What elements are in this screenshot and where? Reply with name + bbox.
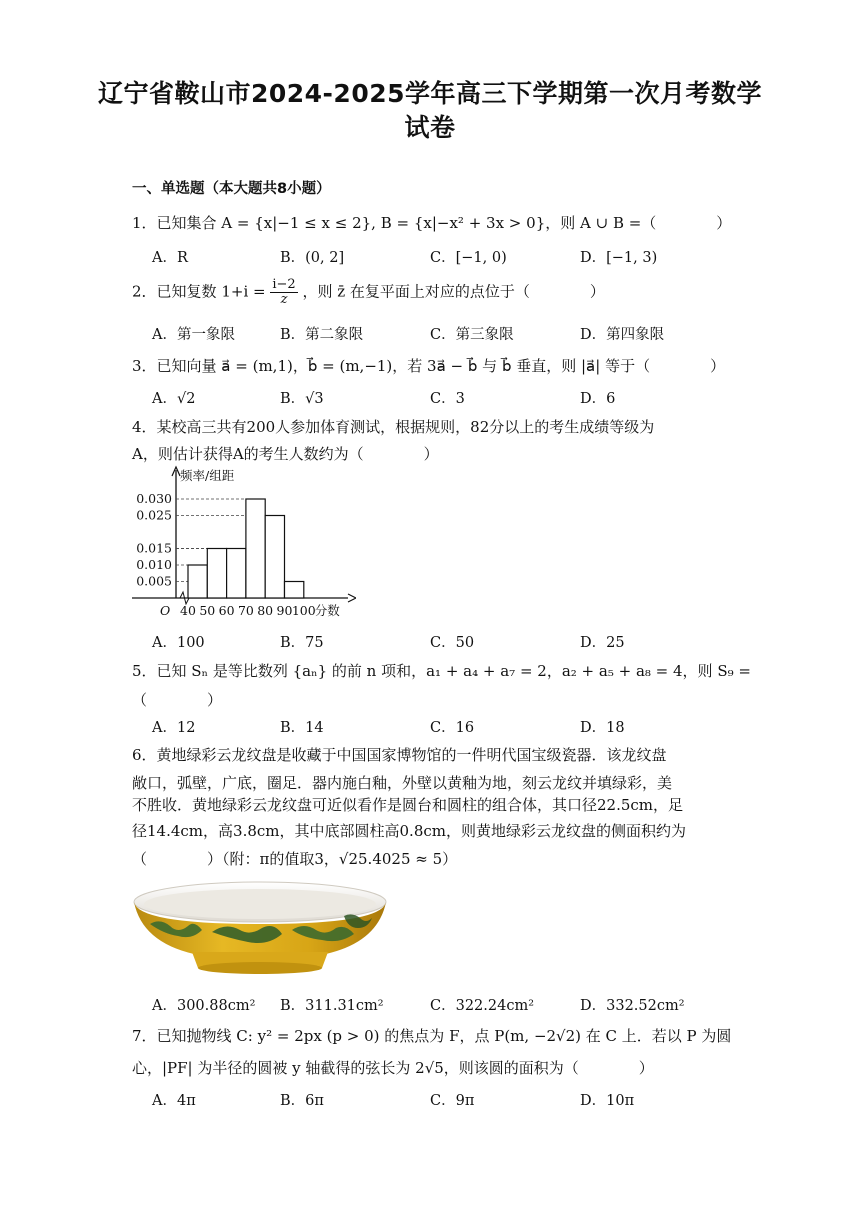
question-5-line2: （ ）	[132, 691, 223, 709]
option-d: D．6	[580, 391, 616, 407]
x-tick-label: 50	[199, 603, 216, 618]
question-2-fraction	[270, 278, 297, 307]
option-d: D．332.52cm²	[580, 998, 685, 1014]
question-6-options	[152, 994, 752, 1014]
x-tick-label: 100	[291, 603, 316, 618]
option-c: C．9π	[430, 1093, 475, 1109]
option-a: A．第一象限	[152, 327, 235, 343]
question-6-line2: 敞口，弧壁，广底，圈足．器内施白釉，外壁以黄釉为地，刻云龙纹并填绿彩，美	[132, 774, 673, 792]
question-6-line3: 不胜收．黄地绿彩云龙纹盘可近似看作是圆台和圆柱的组合体，其口径22.5cm，足	[132, 796, 684, 814]
histogram-chart	[126, 462, 356, 624]
option-b: B．√3	[280, 391, 324, 407]
option-a: A．4π	[152, 1093, 196, 1109]
option-b: B．第二象限	[280, 327, 364, 343]
x-tick-label: 40	[180, 603, 196, 618]
histogram-bar	[207, 549, 226, 599]
y-tick-label: 0.010	[136, 557, 172, 572]
option-a: A．R	[152, 250, 188, 266]
histogram-bar	[227, 549, 246, 599]
question-1-options	[152, 246, 752, 266]
question-6-line4: 径14.4cm，高3.8cm，其中底部圆柱高0.8cm，则黄地绿彩云龙纹盘的侧面积约为	[132, 822, 686, 840]
option-b: B．14	[280, 720, 324, 736]
question-2-suffix: ，则 z̄ 在复平面上对应的点位于（ ）	[302, 282, 605, 301]
origin-label: O	[160, 603, 171, 618]
question-3-stem: 3．已知向量 a⃗ = (m,1)，b⃗ = (m,−1)，若 3a⃗ − b⃗ 与 b⃗ 垂直，则 |a⃗| 等于（ ）	[132, 357, 726, 375]
option-a: A．100	[152, 635, 205, 651]
question-7-options	[152, 1089, 752, 1109]
option-a: A．√2	[152, 391, 196, 407]
question-7-line2: 心，|PF| 为半径的圆被 y 轴截得的弦长为 2√5，则该圆的面积为（ ）	[132, 1059, 654, 1077]
option-d: D．第四象限	[580, 327, 665, 343]
question-4-line1: 4．某校高三共有200人参加体育测试，根据规则，82分以上的考生成绩等级为	[132, 418, 655, 436]
option-d: D．25	[580, 635, 625, 651]
question-3-options	[152, 387, 752, 407]
question-5-line1: 5．已知 Sₙ 是等比数列 {aₙ} 的前 n 项和，a₁ + a₄ + a₇ = 2，a₂ + a₅ + a₈ = 4，则 S₉ =	[132, 662, 751, 680]
option-b: B．(0, 2]	[280, 250, 345, 266]
question-4-line2: A，则估计获得A的考生人数约为（ ）	[132, 445, 439, 463]
option-b: B．6π	[280, 1093, 324, 1109]
y-tick-label: 0.015	[136, 540, 172, 556]
option-a: A．300.88cm²	[152, 998, 256, 1014]
fraction-numerator: i−2	[272, 277, 296, 292]
question-2-expr: 1+i =	[221, 282, 266, 301]
y-tick-label: 0.025	[136, 507, 172, 523]
question-7-line1: 7．已知抛物线 C: y² = 2px (p > 0) 的焦点为 F，点 P(m, −2√2) 在 C 上．若以 P 为圆	[132, 1027, 732, 1045]
option-c: C．322.24cm²	[430, 998, 535, 1014]
option-d: D．10π	[580, 1093, 635, 1109]
option-d: D．[−1, 3)	[580, 250, 658, 266]
histogram-bar	[265, 516, 284, 599]
y-tick-label: 0.030	[136, 491, 172, 506]
option-a: A．12	[152, 720, 196, 736]
y-tick-label: 0.005	[136, 573, 172, 589]
question-2-prefix: 2．已知复数	[132, 282, 217, 301]
option-c: C．[−1, 0)	[430, 250, 507, 266]
section-heading: 一、单选题（本大题共8小题）	[132, 181, 331, 197]
question-6-line1: 6．黄地绿彩云龙纹盘是收藏于中国国家博物馆的一件明代国宝级瓷器．该龙纹盘	[132, 746, 667, 764]
porcelain-bowl-image	[132, 880, 388, 980]
option-c: C．3	[430, 391, 465, 407]
option-c: C．16	[430, 720, 475, 736]
histogram-bar	[285, 582, 304, 599]
histogram-bar	[246, 499, 265, 598]
question-6-line5: （ ）（附：π的值取3，√25.4025 ≈ 5）	[132, 850, 458, 868]
x-axis-arrow	[348, 594, 356, 602]
option-b: B．311.31cm²	[280, 998, 384, 1014]
question-5-options	[152, 716, 752, 736]
fraction-denominator: z	[280, 292, 288, 307]
histogram-bar	[188, 565, 207, 598]
option-d: D．18	[580, 720, 625, 736]
question-1-stem: 1．已知集合 A = {x|−1 ≤ x ≤ 2}, B = {x|−x² + 3x > 0}，则 A ∪ B =（ ）	[132, 214, 732, 232]
question-2-stem	[132, 278, 605, 307]
option-c: C．第三象限	[430, 327, 514, 343]
page-title-line1: 辽宁省鞍山市2024-2025学年高三下学期第一次月考数学	[97, 79, 763, 108]
page-title-line2: 试卷	[404, 113, 456, 142]
y-axis-label: 频率/组距	[180, 468, 235, 483]
question-4-options	[152, 631, 752, 651]
x-tick-label: 80	[257, 603, 274, 618]
x-axis-label: 分数	[314, 603, 340, 618]
x-tick-label: 90	[276, 603, 293, 618]
option-c: C．50	[430, 635, 475, 651]
x-tick-label: 60	[218, 603, 235, 618]
option-b: B．75	[280, 635, 324, 651]
x-tick-label: 70	[237, 603, 254, 618]
question-2-options	[152, 323, 752, 343]
